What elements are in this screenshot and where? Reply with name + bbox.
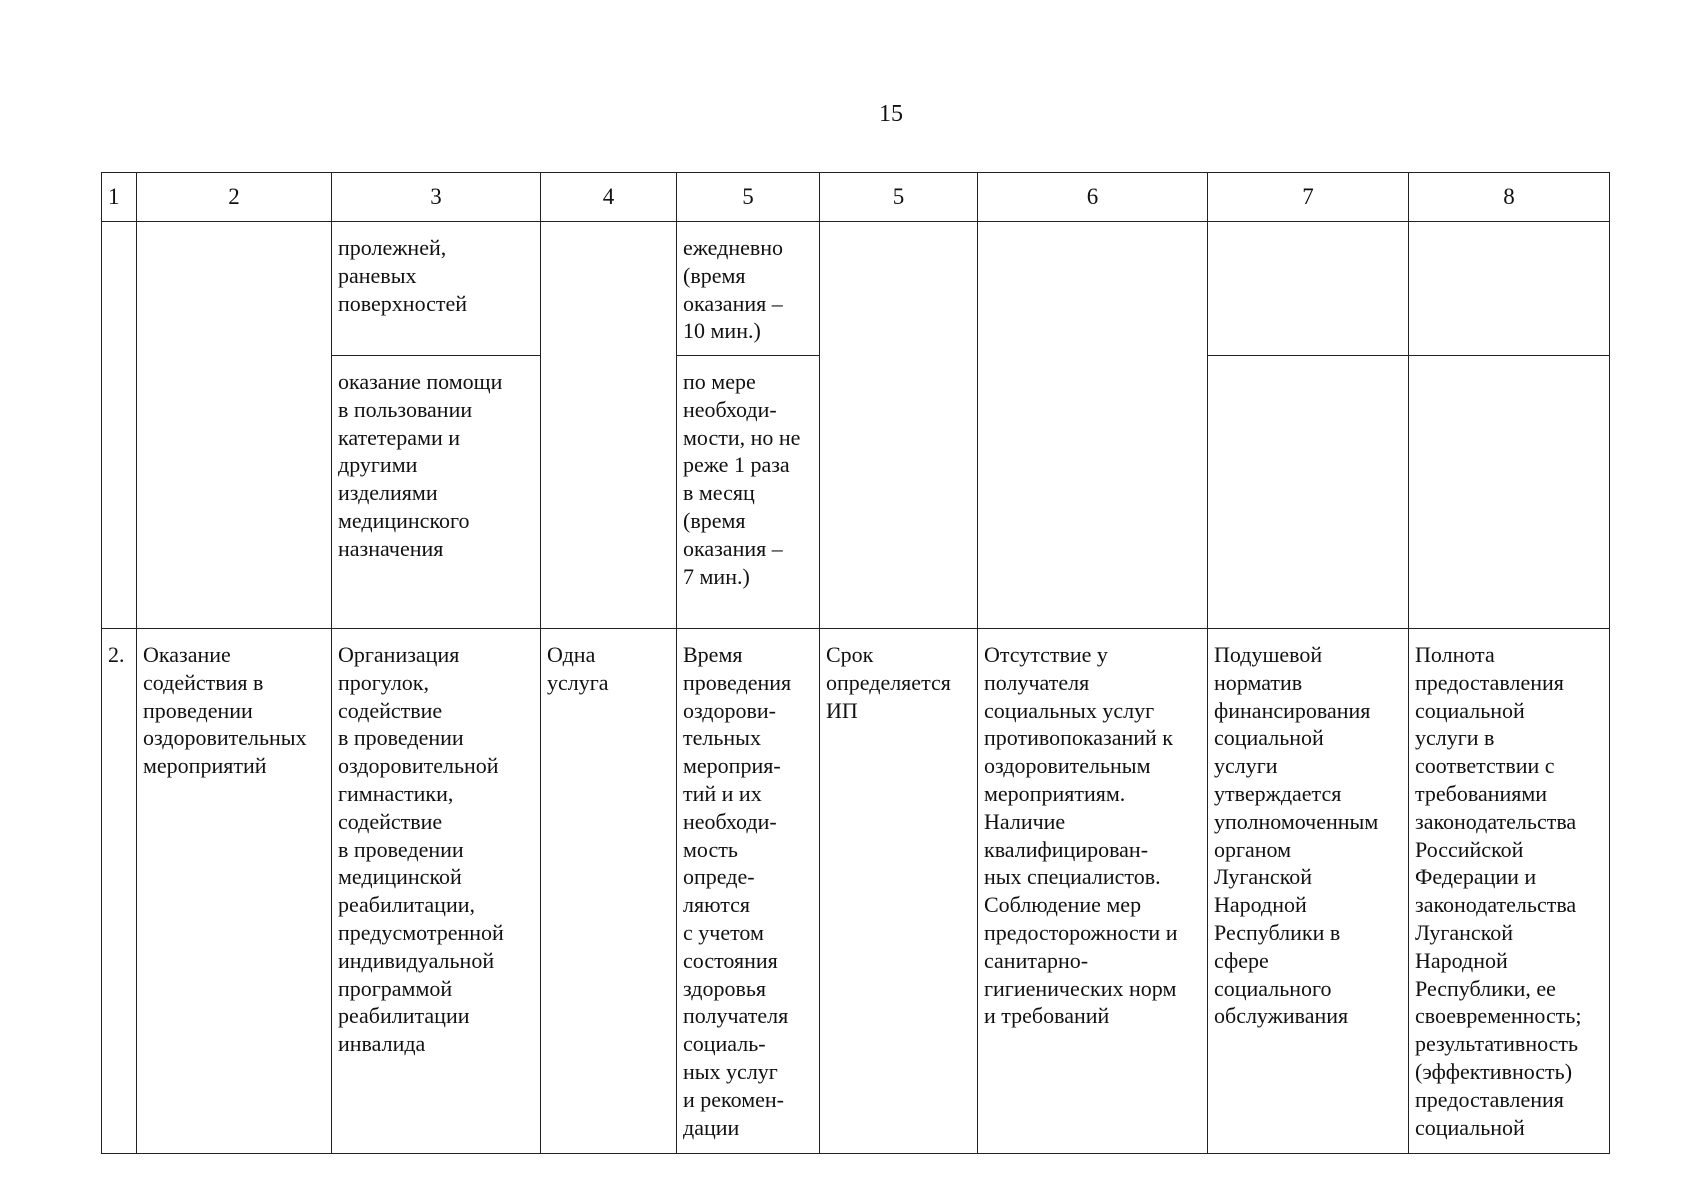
header-cell: 8 <box>1409 173 1610 222</box>
quality-cell: Полнота предоставления социальной услуги в соответствии с требованиями законодательства Российской Федерации и законодательства Луганской Народной Республики, ее своевременность; результативность (эффективность) предоставления социальной <box>1409 629 1610 1154</box>
header-cell: 1 <box>102 173 137 222</box>
page-number: 15 <box>879 101 903 127</box>
services-table <box>101 172 1610 1154</box>
table-row <box>102 222 1610 356</box>
header-cell: 2 <box>137 173 332 222</box>
conditions-cell <box>978 222 1208 629</box>
service-name-cell: Оказание содействия в проведении оздоровительных мероприятий <box>137 629 332 1154</box>
conditions-cell: Отсутствие у получателя социальных услуг противопоказаний к оздоровительным мероприятиям. Наличие квалифицирован- ных специалистов. Соблюдение мер предосторожности и санитарно- гигиенических норм и требований <box>978 629 1208 1154</box>
frequency-cell: по мере необходи- мости, но не реже 1 раза в месяц (время оказания – 7 мин.) <box>677 356 820 629</box>
header-cell: 4 <box>541 173 677 222</box>
service-name-cell <box>137 222 332 629</box>
term-cell <box>820 222 978 629</box>
financing-cell <box>1208 222 1409 356</box>
quality-cell <box>1409 356 1610 629</box>
header-cell: 7 <box>1208 173 1409 222</box>
header-cell: 3 <box>332 173 541 222</box>
header-cell: 5 <box>677 173 820 222</box>
financing-cell <box>1208 356 1409 629</box>
header-cell: 6 <box>978 173 1208 222</box>
quality-cell <box>1409 222 1610 356</box>
frequency-cell: ежедневно (время оказания – 10 мин.) <box>677 222 820 356</box>
frequency-cell: Время проведения оздорови- тельных мероприя- тий и их необходи- мость опреде- ляются с учетом состояния здоровья получателя социаль- ных услуг и рекомен- дации <box>677 629 820 1154</box>
table-header-row <box>102 173 1610 222</box>
term-cell: Срок определяется ИП <box>820 629 978 1154</box>
header-cell: 5 <box>820 173 978 222</box>
financing-cell: Подушевой норматив финансирования социальной услуги утверждается уполномоченным органом Луганской Народной Республики в сфере социального обслуживания <box>1208 629 1409 1154</box>
table-row <box>102 629 1610 1154</box>
row-number-cell: 2. <box>102 629 137 1154</box>
volume-cell <box>541 222 677 629</box>
row-number-cell <box>102 222 137 629</box>
volume-cell: Одна услуга <box>541 629 677 1154</box>
service-content-cell: оказание помощи в пользовании катетерами и другими изделиями медицинского назначения <box>332 356 541 629</box>
service-content-cell: Организация прогулок, содействие в проведении оздоровительной гимнастики, содействие в проведении медицинской реабилитации, предусмотренной индивидуальной программой реабилитации инвалида <box>332 629 541 1154</box>
service-content-cell: пролежней, раневых поверхностей <box>332 222 541 356</box>
